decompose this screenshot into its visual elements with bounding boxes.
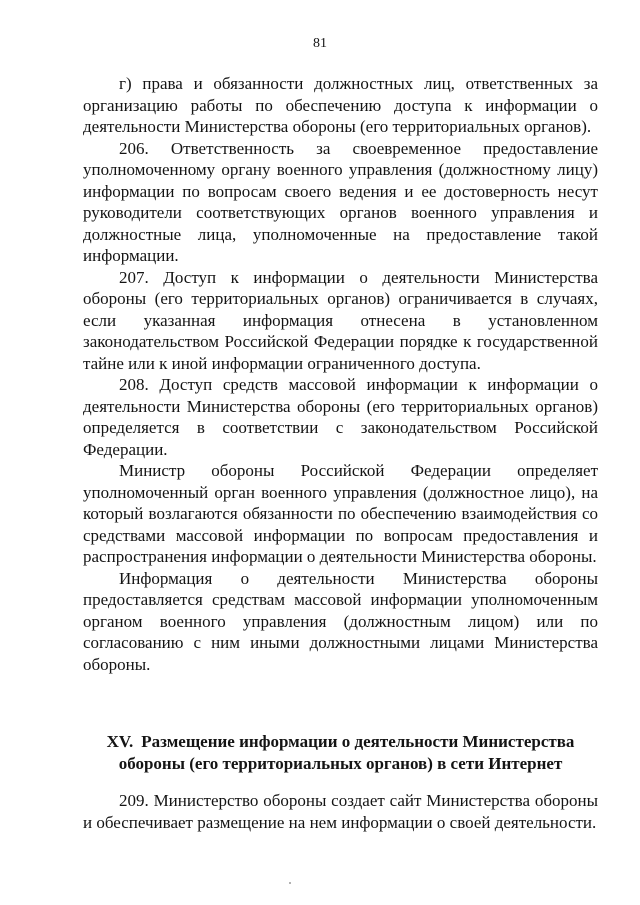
- paragraph-209: 209. Министерство обороны создает сайт Министерства обороны и обеспечивает размещение на нем информации о своей деятельности.: [83, 791, 598, 832]
- section-number: XV.: [106, 732, 134, 751]
- paragraph-information: Информация о деятельности Министерства обороны предоставляется средствам массовой информации уполномоченным органом военного управления (должностным лицом) или по согласованию с ним иными должностными лицами Министерства обороны.: [83, 568, 598, 674]
- paragraph-208: 208. Доступ средств массовой информации к информации о деятельности Министерства обороны (его территориальных органов) определяется в соответствии с законодательством Российской Федерации.: [83, 375, 598, 459]
- section-title: Размещение информации о деятельности Министерства обороны (его территориальных органов) в сети Интернет: [118, 732, 575, 773]
- paragraph-minister: Министр обороны Российской Федерации определяет уполномоченный орган военного управления (должностное лицо), на который возлагаются обязанности по обеспечению взаимодействия со средствами массовой информации по вопросам предоставления и распространения информации о деятельности Министерства обороны.: [83, 461, 598, 566]
- body-text: [83, 73, 598, 675]
- paragraph-207: 207. Доступ к информации о деятельности Министерства обороны (его территориальных органов) ограничивается в случаях, если указанная информация отнесена в установленном законодательством Российской Федерации порядке к государственной тайне или к иной информации ограниченного доступа.: [83, 267, 598, 373]
- paragraph-206: 206. Ответственность за своевременное предоставление уполномоченному органу военного управления (должностному лицу) информации по вопросам своего ведения и ее достоверность несут руководители соответствующих органов военного управления и должностные лица, уполномоченные на предоставление такой информации.: [83, 138, 598, 265]
- section-body: [83, 790, 598, 833]
- section-heading: [83, 731, 598, 775]
- page-number: 81: [313, 36, 327, 51]
- scan-speck: [289, 882, 291, 884]
- paragraph-g: г) права и обязанности должностных лиц, ответственных за организацию работы по обеспечению доступа к информации о деятельности Министерства обороны (его территориальных органов).: [83, 74, 598, 136]
